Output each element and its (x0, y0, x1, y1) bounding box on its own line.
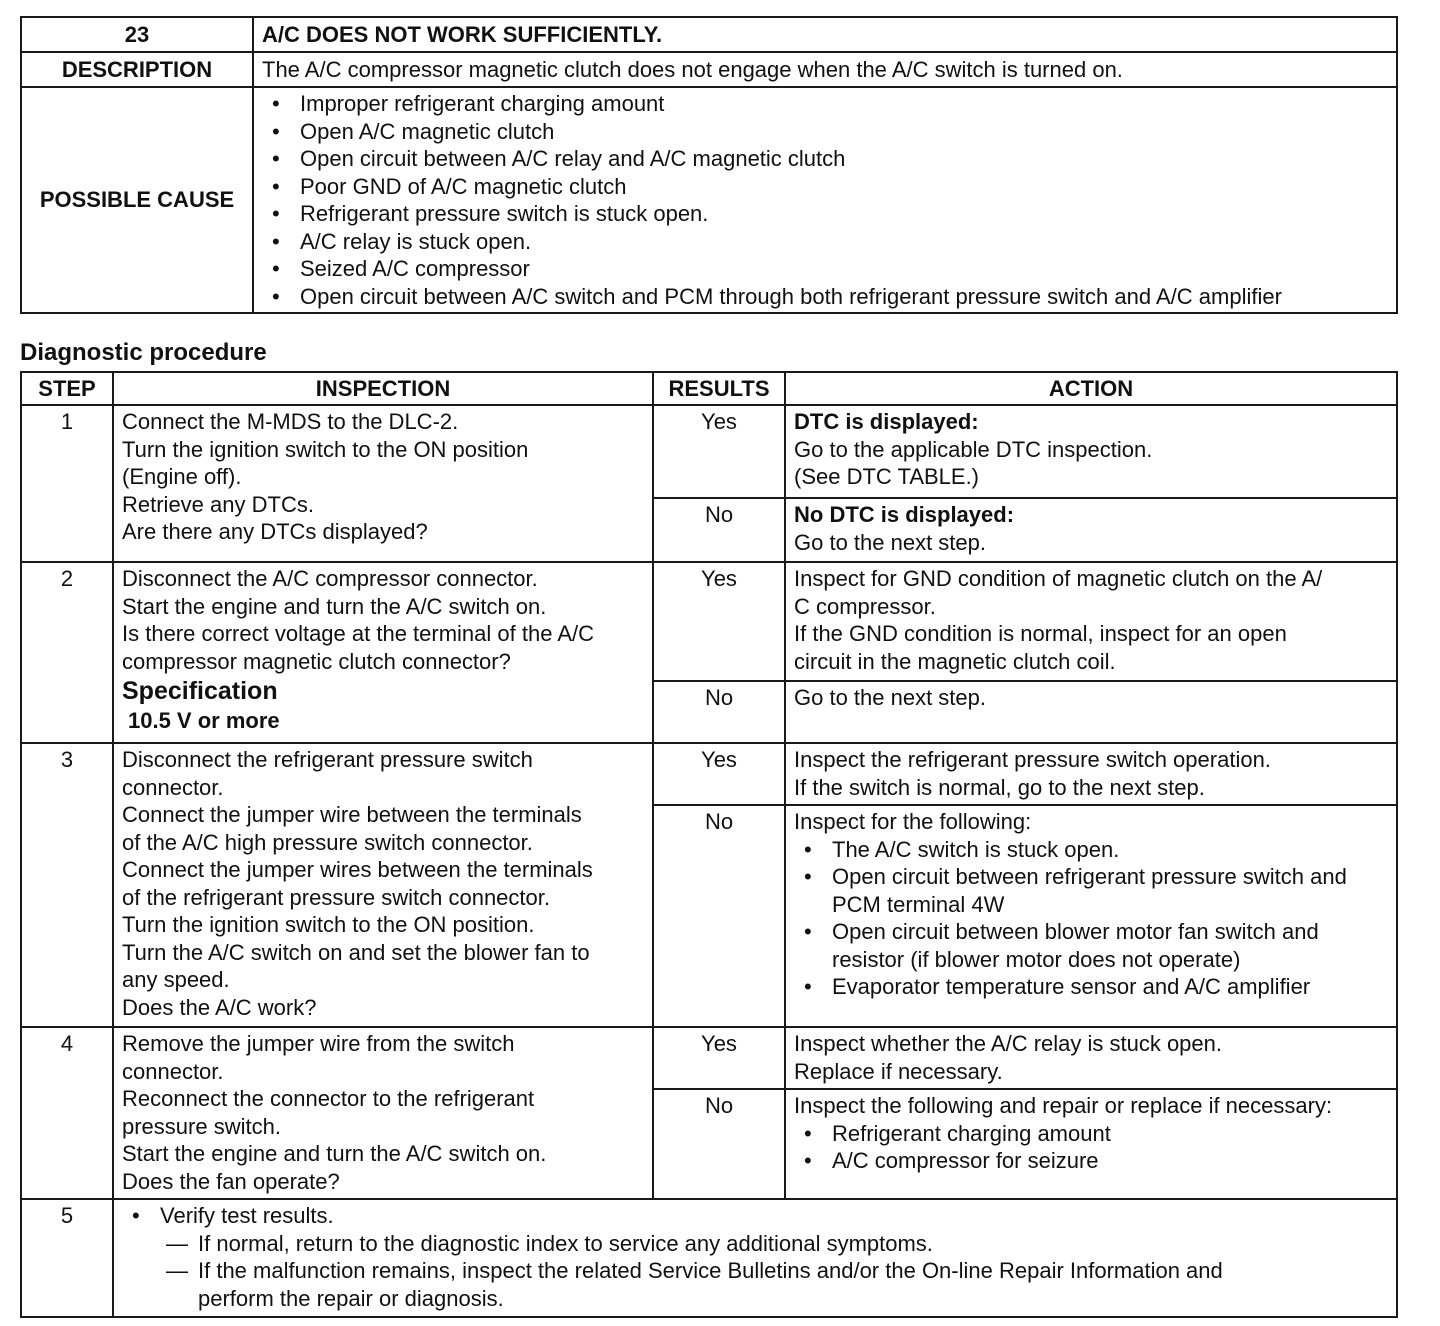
step-4-yes-action (785, 1027, 1397, 1089)
action-bullet: • Open circuit between refrigerant pressure switch and PCM terminal 4W (794, 863, 1388, 918)
step-4-yes-row (21, 1027, 1397, 1089)
dash-item-continuation: perform the repair or diagnosis. (198, 1285, 504, 1311)
step-2-yes-action (785, 562, 1397, 681)
step-3-yes-action (785, 743, 1397, 805)
symptom-title-row (21, 17, 1397, 52)
step-4-no-action (785, 1089, 1397, 1199)
symptom-title: A/C DOES NOT WORK SUFFICIENTLY. (253, 17, 1397, 52)
inspection-line: Retrieve any DTCs. (122, 491, 314, 517)
inspection-line: Disconnect the refrigerant pressure switch (122, 747, 533, 772)
step-number: 5 (21, 1199, 113, 1317)
symptom-table (20, 16, 1398, 314)
inspection-line: Turn the ignition switch to the ON position. (122, 912, 535, 937)
action-line: Inspect whether the A/C relay is stuck open. (794, 1031, 1223, 1056)
inspection-line: of the A/C high pressure switch connector. (122, 829, 533, 855)
action-line: Inspect the refrigerant pressure switch operation. (794, 747, 1271, 772)
action-line: If the switch is normal, go to the next step. (794, 774, 1205, 800)
inspection-line: (Engine off). (122, 464, 242, 489)
action-line: circuit in the magnetic clutch coil. (794, 648, 1116, 674)
step-3-no-action (785, 805, 1397, 1027)
result-no: No (653, 805, 785, 1027)
step-3-inspection (113, 743, 653, 1027)
action-line: Inspect for the following: (794, 809, 1032, 834)
result-no: No (653, 498, 785, 562)
step-number: 2 (21, 562, 113, 743)
step-number: 4 (21, 1027, 113, 1199)
action-line: C compressor. (794, 593, 936, 619)
inspection-line: pressure switch. (122, 1113, 281, 1139)
symptom-number: 23 (21, 17, 253, 52)
action-line: Inspect the following and repair or replace if necessary: (794, 1093, 1333, 1118)
action-bullet: • Evaporator temperature sensor and A/C amplifier (794, 973, 1388, 1001)
step-2-no-action (785, 681, 1397, 743)
inspection-line: Remove the jumper wire from the switch (122, 1031, 515, 1056)
step-1-yes-action (785, 405, 1397, 498)
action-bullet: • The A/C switch is stuck open. (794, 836, 1388, 864)
inspection-line: Connect the jumper wire between the terminals (122, 802, 582, 827)
inspection-line: Connect the M-MDS to the DLC-2. (122, 409, 459, 434)
inspection-line: Does the A/C work? (122, 994, 317, 1020)
result-yes: Yes (653, 743, 785, 805)
inspection-line: compressor magnetic clutch connector? (122, 648, 511, 674)
action-line: Replace if necessary. (794, 1058, 1003, 1084)
step-1-no-action (785, 498, 1397, 562)
inspection-line: Turn the ignition switch to the ON position (122, 436, 529, 462)
step-1-yes-row (21, 405, 1397, 498)
action-bullet: • A/C compressor for seizure (794, 1147, 1388, 1175)
action-bullet: • Open circuit between blower motor fan switch and resistor (if blower motor does not operate) (794, 918, 1388, 973)
action-title: No DTC is displayed: (794, 502, 1015, 527)
possible-cause-item: • Refrigerant pressure switch is stuck open. (262, 200, 1390, 228)
description-label: DESCRIPTION (21, 52, 253, 87)
step-2-yes-row (21, 562, 1397, 681)
step-number: 3 (21, 743, 113, 1027)
result-no: No (653, 1089, 785, 1199)
dash-item: — If the malfunction remains, inspect the related Service Bulletins and/or the On-line Repair Information and (166, 1258, 1223, 1283)
inspection-line: Reconnect the connector to the refrigerant (122, 1086, 535, 1111)
inspection-line: Are there any DTCs displayed? (122, 519, 428, 544)
diagnostic-header-row (21, 372, 1397, 405)
possible-cause-item: • Seized A/C compressor (262, 255, 1390, 283)
description-row (21, 52, 1397, 87)
specification-value: 10.5 V or more (128, 708, 280, 733)
step-3-yes-row (21, 743, 1397, 805)
inspection-line: Start the engine and turn the A/C switch on. (122, 593, 547, 619)
description-text: The A/C compressor magnetic clutch does not engage when the A/C switch is turned on. (253, 52, 1397, 87)
inspection-line: Connect the jumper wires between the terminals (122, 857, 593, 882)
action-line: (See DTC TABLE.) (794, 464, 980, 489)
step-2-inspection (113, 562, 653, 743)
possible-cause-item: • Open circuit between A/C relay and A/C magnetic clutch (262, 145, 1390, 173)
verify-bullet: • Verify test results. (122, 1202, 1388, 1230)
possible-cause-label: POSSIBLE CAUSE (21, 87, 253, 313)
step-5-content (113, 1199, 1397, 1317)
header-step: STEP (21, 372, 113, 405)
action-line: Go to the next step. (794, 685, 987, 710)
inspection-line: Disconnect the A/C compressor connector. (122, 566, 538, 591)
inspection-line: connector. (122, 1058, 224, 1084)
action-line: Go to the applicable DTC inspection. (794, 436, 1153, 462)
possible-cause-item: • Open circuit between A/C switch and PCM through both refrigerant pressure switch and A/C amplifier (262, 283, 1390, 311)
action-bullet: • Refrigerant charging amount (794, 1120, 1388, 1148)
action-title: DTC is displayed: (794, 409, 979, 434)
possible-cause-item: • Open A/C magnetic clutch (262, 118, 1390, 146)
step-5-bullet-list (122, 1202, 1388, 1230)
header-results: RESULTS (653, 372, 785, 405)
diagnostic-procedure-heading: Diagnostic procedure (20, 339, 267, 366)
inspection-line: Is there correct voltage at the terminal of the A/C (122, 621, 595, 646)
step-4-inspection (113, 1027, 653, 1199)
header-action: ACTION (785, 372, 1397, 405)
possible-cause-item: • Improper refrigerant charging amount (262, 90, 1390, 118)
action-bullet-list (794, 836, 1388, 1001)
diagnostic-table (20, 371, 1398, 1318)
header-inspection: INSPECTION (113, 372, 653, 405)
inspection-line: Does the fan operate? (122, 1168, 340, 1194)
step-1-inspection (113, 405, 653, 562)
possible-cause-list (262, 90, 1390, 310)
possible-cause-item: • Poor GND of A/C magnetic clutch (262, 173, 1390, 201)
inspection-line: Turn the A/C switch on and set the blower fan to (122, 939, 590, 965)
action-line: Go to the next step. (794, 529, 987, 555)
action-line: Inspect for GND condition of magnetic clutch on the A/ (794, 566, 1323, 591)
possible-cause-item: • A/C relay is stuck open. (262, 228, 1390, 256)
inspection-line: of the refrigerant pressure switch connector. (122, 884, 550, 910)
inspection-line: connector. (122, 774, 224, 800)
result-no: No (653, 681, 785, 743)
action-line: If the GND condition is normal, inspect for an open (794, 621, 1287, 646)
dash-item: — If normal, return to the diagnostic index to service any additional symptoms. (166, 1230, 933, 1256)
possible-cause-row (21, 87, 1397, 313)
inspection-line: any speed. (122, 967, 230, 992)
possible-cause-list-cell (253, 87, 1397, 313)
result-yes: Yes (653, 1027, 785, 1089)
result-yes: Yes (653, 405, 785, 498)
specification-title: Specification (122, 677, 278, 705)
result-yes: Yes (653, 562, 785, 681)
step-number: 1 (21, 405, 113, 562)
action-bullet-list (794, 1120, 1388, 1175)
step-5-row (21, 1199, 1397, 1317)
inspection-line: Start the engine and turn the A/C switch on. (122, 1141, 547, 1166)
